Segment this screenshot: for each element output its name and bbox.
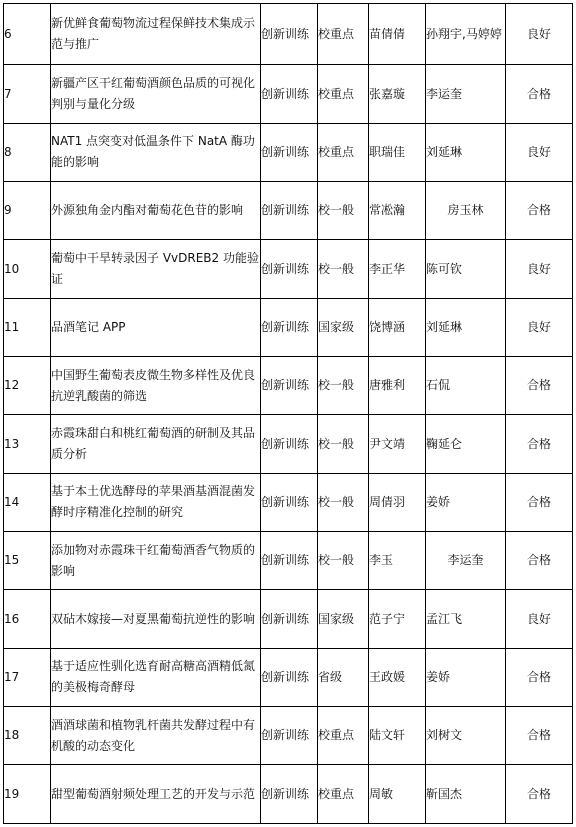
evaluation-result: 合格: [526, 378, 551, 393]
row-number-cell: [4, 4, 51, 65]
project-title: 赤霞珠甜白和桃红葡萄酒的研制及其品质分析: [51, 426, 256, 462]
row-number-cell: [4, 123, 51, 181]
project-advisor: 刘延琳: [426, 319, 463, 334]
project-type-cell: [261, 707, 318, 765]
project-title-cell: [51, 648, 261, 706]
project-title: 添加物对赤霞珠干红葡萄酒香气物质的影响: [51, 542, 256, 578]
project-leader: 李玉: [369, 553, 394, 568]
row-number-cell: [4, 298, 51, 356]
evaluation-result-cell: [506, 4, 573, 65]
project-type-cell: [261, 123, 318, 181]
project-leader-cell: [369, 415, 426, 473]
project-title-cell: [51, 4, 261, 65]
project-level: 校一般: [318, 494, 355, 509]
row-number-cell: [4, 473, 51, 531]
project-level: 校一般: [318, 203, 355, 218]
evaluation-result-cell: [506, 532, 573, 590]
project-type-cell: [261, 298, 318, 356]
project-title: 双砧木嫁接—对夏黑葡萄抗逆性的影响: [51, 611, 256, 626]
project-title-cell: [51, 532, 261, 590]
project-advisor: 姜娇: [426, 494, 451, 509]
project-type-cell: [261, 4, 318, 65]
project-advisor-cell: [426, 415, 506, 473]
evaluation-result: 合格: [526, 669, 551, 684]
project-advisor-cell: [426, 532, 506, 590]
project-level: 校一般: [318, 261, 355, 276]
row-number-cell: [4, 182, 51, 240]
project-advisor: 刘树文: [426, 728, 463, 743]
evaluation-result-cell: [506, 65, 573, 123]
row-number-cell: [4, 590, 51, 648]
project-type-cell: [261, 473, 318, 531]
project-leader: 范子宁: [369, 611, 406, 626]
project-type: 创新训练: [261, 786, 310, 801]
project-leader: 张嘉璇: [369, 86, 406, 101]
project-advisor-cell: [426, 473, 506, 531]
project-type: 创新训练: [261, 436, 310, 451]
project-type: 创新训练: [261, 319, 310, 334]
row-number-cell: [4, 357, 51, 415]
project-leader: 饶博涵: [369, 319, 406, 334]
project-title: 品酒笔记 APP: [51, 319, 126, 334]
row-number: 13: [4, 436, 20, 451]
project-level-cell: [318, 65, 369, 123]
project-leader: 周敏: [369, 786, 394, 801]
evaluation-result: 良好: [526, 144, 551, 159]
project-advisor: 石侃: [426, 378, 451, 393]
evaluation-result-cell: [506, 590, 573, 648]
project-advisor: 姜娇: [426, 669, 451, 684]
project-title: 外源独角金内酯对葡萄花色苷的影响: [51, 203, 244, 218]
evaluation-result: 合格: [526, 86, 551, 101]
project-title-cell: [51, 240, 261, 298]
project-leader: 职瑞佳: [369, 144, 406, 159]
row-number: 18: [4, 728, 20, 743]
project-advisor: 刘延琳: [426, 144, 463, 159]
project-leader-cell: [369, 532, 426, 590]
project-leader-cell: [369, 298, 426, 356]
table-row: [4, 357, 573, 415]
table-row: [4, 532, 573, 590]
project-title-cell: [51, 473, 261, 531]
evaluation-result: 合格: [526, 494, 551, 509]
project-advisor: 李运奎: [447, 553, 484, 568]
table-row: [4, 123, 573, 181]
project-title: 新疆产区干红葡萄酒颜色品质的可视化判别与量化分级: [51, 76, 256, 112]
project-type: 创新训练: [261, 144, 310, 159]
evaluation-result: 合格: [526, 728, 551, 743]
project-advisor-cell: [426, 65, 506, 123]
project-level-cell: [318, 123, 369, 181]
project-level-cell: [318, 357, 369, 415]
project-leader-cell: [369, 765, 426, 824]
project-leader: 周倩羽: [369, 494, 406, 509]
project-type: 创新训练: [261, 611, 310, 626]
table-row: [4, 298, 573, 356]
project-leader-cell: [369, 123, 426, 181]
project-leader: 尹文靖: [369, 436, 406, 451]
project-title-cell: [51, 298, 261, 356]
table-row: [4, 240, 573, 298]
project-table: [3, 3, 573, 824]
project-advisor-cell: [426, 707, 506, 765]
project-title-cell: [51, 182, 261, 240]
table-row: [4, 4, 573, 65]
table-row: [4, 765, 573, 824]
table-row: [4, 590, 573, 648]
project-title: 基于适应性驯化选育耐高糖高酒精低氮的美极梅奇酵母: [51, 659, 256, 695]
project-title-cell: [51, 707, 261, 765]
table-body: [4, 4, 573, 824]
row-number: 17: [4, 669, 20, 684]
project-level: 校重点: [318, 728, 355, 743]
project-title: 甜型葡萄酒射频处理工艺的开发与示范: [51, 786, 256, 801]
project-leader-cell: [369, 65, 426, 123]
row-number-cell: [4, 240, 51, 298]
evaluation-result: 合格: [526, 553, 551, 568]
project-level: 校重点: [318, 144, 355, 159]
evaluation-result-cell: [506, 123, 573, 181]
evaluation-result-cell: [506, 707, 573, 765]
project-advisor: 孙翔宇,马婷婷: [426, 26, 502, 41]
project-leader-cell: [369, 707, 426, 765]
project-type-cell: [261, 765, 318, 824]
project-leader: 唐雅利: [369, 378, 406, 393]
table-row: [4, 65, 573, 123]
project-type-cell: [261, 532, 318, 590]
project-level-cell: [318, 532, 369, 590]
project-advisor-cell: [426, 298, 506, 356]
project-advisor: 孟江飞: [426, 611, 463, 626]
row-number: 12: [4, 378, 20, 393]
project-leader-cell: [369, 240, 426, 298]
project-leader-cell: [369, 590, 426, 648]
project-type: 创新训练: [261, 728, 310, 743]
project-level-cell: [318, 298, 369, 356]
project-advisor-cell: [426, 765, 506, 824]
table-row: [4, 473, 573, 531]
project-leader-cell: [369, 357, 426, 415]
evaluation-result: 良好: [526, 26, 551, 41]
table-row: [4, 182, 573, 240]
evaluation-result-cell: [506, 298, 573, 356]
project-leader: 陆文轩: [369, 728, 406, 743]
table-row: [4, 707, 573, 765]
project-type-cell: [261, 240, 318, 298]
project-level-cell: [318, 707, 369, 765]
project-level-cell: [318, 182, 369, 240]
row-number-cell: [4, 532, 51, 590]
evaluation-result-cell: [506, 357, 573, 415]
project-type: 创新训练: [261, 86, 310, 101]
project-level: 国家级: [318, 319, 355, 334]
evaluation-result-cell: [506, 473, 573, 531]
project-title-cell: [51, 590, 261, 648]
project-type: 创新训练: [261, 203, 310, 218]
project-leader: 李正华: [369, 261, 406, 276]
project-title-cell: [51, 415, 261, 473]
row-number-cell: [4, 65, 51, 123]
project-advisor-cell: [426, 648, 506, 706]
evaluation-result: 合格: [526, 786, 551, 801]
project-type-cell: [261, 415, 318, 473]
project-advisor: 房玉林: [447, 203, 484, 218]
project-level: 校一般: [318, 378, 355, 393]
project-advisor: 李运奎: [426, 86, 463, 101]
row-number: 8: [4, 144, 12, 159]
project-leader-cell: [369, 648, 426, 706]
project-advisor: 鞠延仑: [426, 436, 463, 451]
project-advisor-cell: [426, 4, 506, 65]
project-level: 校一般: [318, 553, 355, 568]
project-advisor-cell: [426, 240, 506, 298]
project-type: 创新训练: [261, 26, 310, 41]
row-number: 6: [4, 26, 12, 41]
project-type-cell: [261, 65, 318, 123]
project-title-cell: [51, 357, 261, 415]
project-advisor-cell: [426, 590, 506, 648]
project-advisor: 靳国杰: [426, 786, 463, 801]
project-level-cell: [318, 240, 369, 298]
project-type: 创新训练: [261, 378, 310, 393]
project-type: 创新训练: [261, 553, 310, 568]
row-number: 15: [4, 553, 20, 568]
row-number-cell: [4, 648, 51, 706]
evaluation-result: 良好: [526, 611, 551, 626]
project-level-cell: [318, 648, 369, 706]
project-leader-cell: [369, 4, 426, 65]
project-title: NAT1 点突变对低温条件下 NatA 酶功能的影响: [51, 134, 255, 170]
project-level: 国家级: [318, 611, 355, 626]
project-leader-cell: [369, 473, 426, 531]
row-number: 10: [4, 261, 20, 276]
project-type-cell: [261, 357, 318, 415]
evaluation-result-cell: [506, 240, 573, 298]
project-advisor-cell: [426, 182, 506, 240]
project-advisor: 陈可钦: [426, 261, 463, 276]
row-number: 7: [4, 86, 12, 101]
evaluation-result: 合格: [526, 203, 551, 218]
project-title: 中国野生葡萄表皮微生物多样性及优良抗逆乳酸菌的筛选: [51, 367, 256, 403]
project-title: 基于本土优选酵母的苹果酒基酒混菌发酵时序精准化控制的研究: [51, 484, 256, 520]
project-level: 校重点: [318, 86, 355, 101]
project-leader: 苗倩倩: [369, 26, 406, 41]
row-number-cell: [4, 707, 51, 765]
project-title-cell: [51, 65, 261, 123]
project-type-cell: [261, 648, 318, 706]
row-number: 19: [4, 786, 20, 801]
project-advisor-cell: [426, 123, 506, 181]
evaluation-result-cell: [506, 765, 573, 824]
project-title: 酒酒球菌和植物乳杆菌共发酵过程中有机酸的动态变化: [51, 717, 256, 753]
project-level: 校重点: [318, 786, 355, 801]
row-number: 16: [4, 611, 20, 626]
project-type: 创新训练: [261, 669, 310, 684]
project-level: 校重点: [318, 26, 355, 41]
project-level-cell: [318, 590, 369, 648]
project-type: 创新训练: [261, 494, 310, 509]
table-row: [4, 648, 573, 706]
evaluation-result: 良好: [526, 319, 551, 334]
row-number-cell: [4, 415, 51, 473]
project-leader-cell: [369, 182, 426, 240]
project-advisor-cell: [426, 357, 506, 415]
evaluation-result-cell: [506, 182, 573, 240]
table-row: [4, 415, 573, 473]
project-level-cell: [318, 415, 369, 473]
project-level-cell: [318, 4, 369, 65]
row-number: 9: [4, 203, 12, 218]
project-level-cell: [318, 765, 369, 824]
evaluation-result-cell: [506, 415, 573, 473]
evaluation-result: 良好: [526, 261, 551, 276]
project-level-cell: [318, 473, 369, 531]
project-title-cell: [51, 765, 261, 824]
project-type-cell: [261, 590, 318, 648]
project-title: 新优鲜食葡萄物流过程保鲜技术集成示范与推广: [51, 16, 256, 52]
project-leader: 常凇瀚: [369, 203, 406, 218]
project-type-cell: [261, 182, 318, 240]
project-level: 省级: [318, 669, 343, 684]
project-title-cell: [51, 123, 261, 181]
project-level: 校一般: [318, 436, 355, 451]
project-type: 创新训练: [261, 261, 310, 276]
row-number-cell: [4, 765, 51, 824]
row-number: 14: [4, 494, 20, 509]
project-title: 葡萄中干旱转录因子 VvDREB2 功能验证: [51, 251, 259, 287]
project-leader: 王政媛: [369, 669, 406, 684]
evaluation-result-cell: [506, 648, 573, 706]
row-number: 11: [4, 319, 20, 334]
evaluation-result: 合格: [526, 436, 551, 451]
